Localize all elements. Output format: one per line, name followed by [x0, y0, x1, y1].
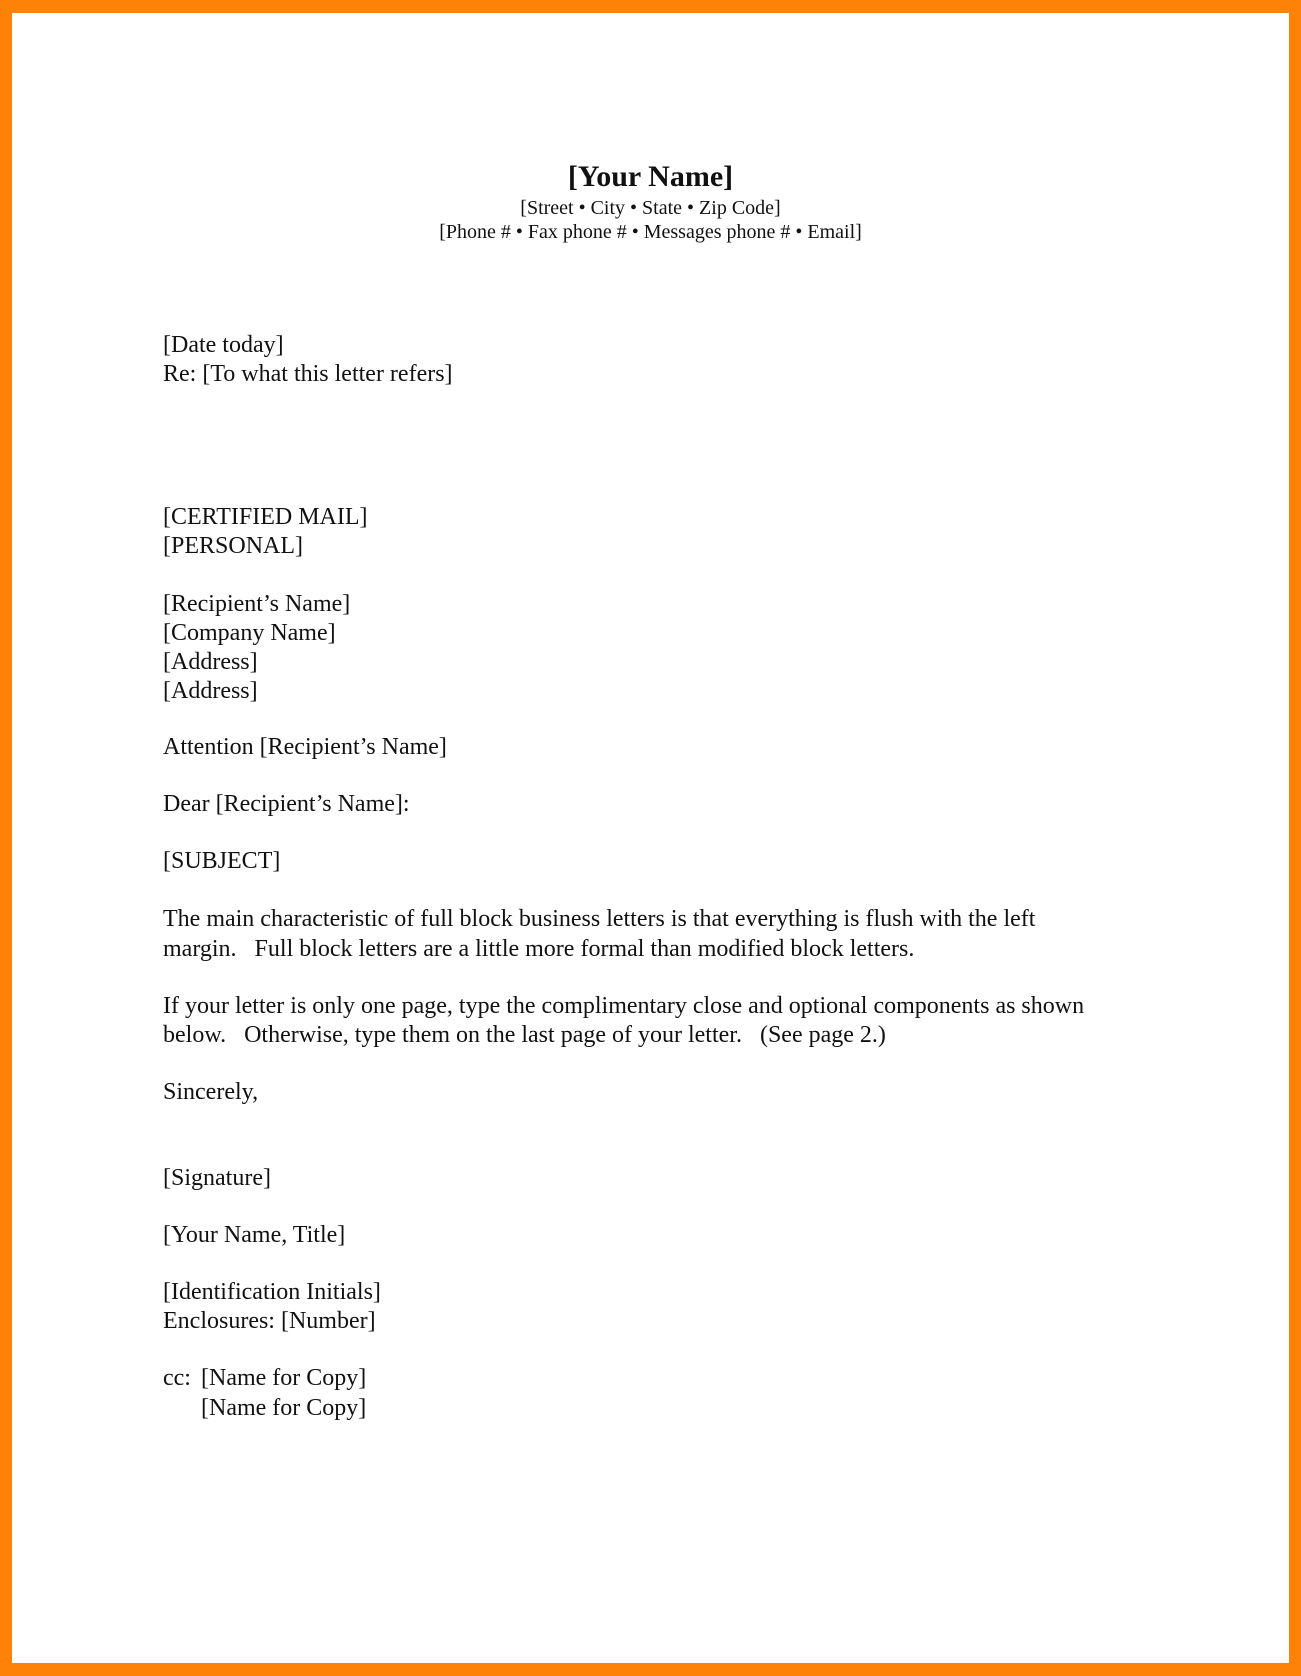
cc-name-2: [Name for Copy]: [201, 1395, 367, 1421]
letter-reference: Re: [To what this letter refers]: [163, 361, 453, 387]
cc-label: cc:: [163, 1365, 191, 1391]
complimentary-close: Sincerely,: [163, 1079, 259, 1105]
recipient-address-1: [Address]: [163, 649, 258, 675]
notation-certified: [CERTIFIED MAIL]: [163, 504, 368, 530]
body-paragraph-2-line-2: below. Otherwise, type them on the last page of your letter. (See page 2.): [163, 1022, 886, 1048]
signature-placeholder: [Signature]: [163, 1165, 271, 1191]
subject-line: [SUBJECT]: [163, 848, 281, 874]
salutation: Dear [Recipient’s Name]:: [163, 791, 410, 817]
attention-line: Attention [Recipient’s Name]: [163, 734, 447, 760]
letter-date: [Date today]: [163, 332, 284, 358]
recipient-address-2: [Address]: [163, 678, 258, 704]
recipient-name: [Recipient’s Name]: [163, 591, 351, 617]
body-paragraph-2-line-1: If your letter is only one page, type the complimentary close and optional components as shown: [163, 993, 1085, 1019]
enclosures-line: Enclosures: [Number]: [163, 1308, 376, 1334]
sender-name: [Your Name]: [567, 160, 734, 193]
sender-contact: [Phone # • Fax phone # • Messages phone # • Email]: [439, 221, 862, 243]
recipient-company: [Company Name]: [163, 620, 336, 646]
body-paragraph-1-line-2: margin. Full block letters are a little more formal than modified block letters.: [163, 936, 915, 962]
cc-name-1: [Name for Copy]: [201, 1365, 367, 1391]
notation-personal: [PERSONAL]: [163, 533, 304, 559]
identification-initials: [Identification Initials]: [163, 1279, 381, 1305]
body-paragraph-1-line-1: The main characteristic of full block business letters is that everything is flush with the left: [163, 906, 1036, 932]
signer-name-title: [Your Name, Title]: [163, 1222, 346, 1248]
sender-address: [Street • City • State • Zip Code]: [520, 197, 781, 219]
